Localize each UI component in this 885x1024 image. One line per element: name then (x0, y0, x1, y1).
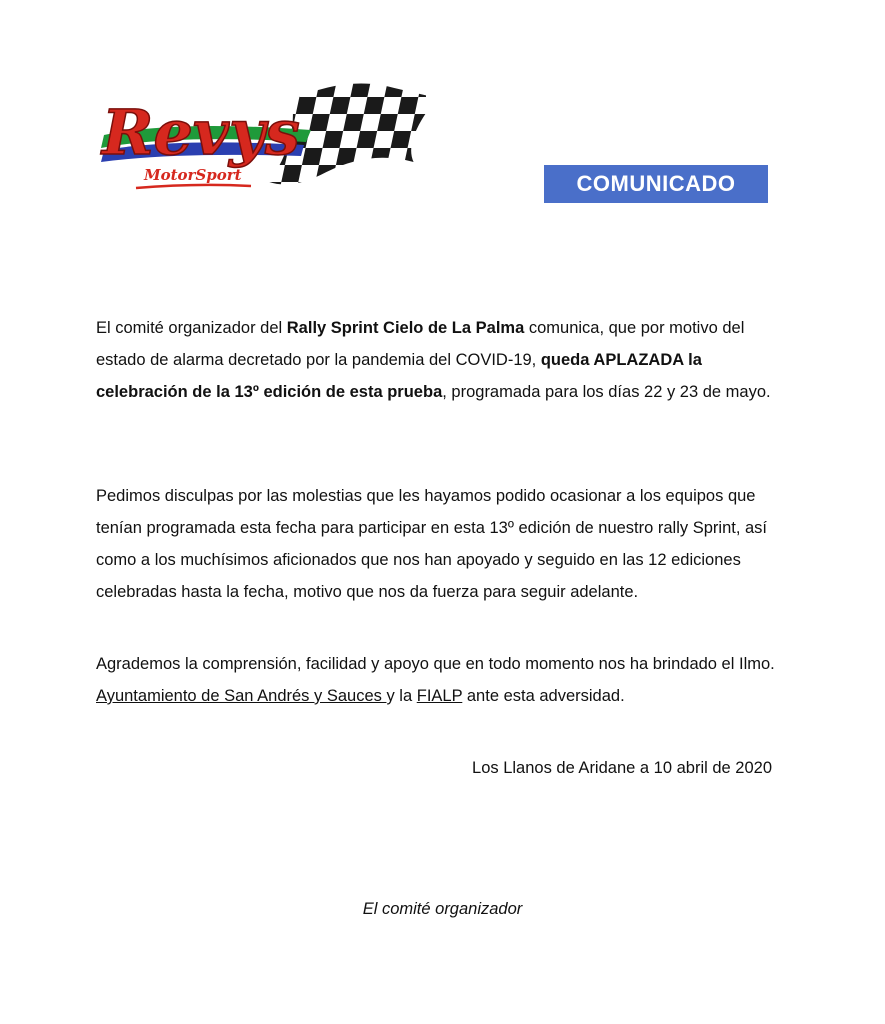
logo-underline (136, 185, 251, 188)
revys-motorsport-logo (96, 80, 426, 200)
event-name: Rally Sprint Cielo de La Palma (286, 319, 525, 337)
p3-text-2: y la (386, 687, 417, 705)
logo-sub-text: MotorSport (144, 166, 242, 184)
p1-text-2: comunica, que por motivo del estado de alarma decretado por la pandemia del COVID-19, (96, 319, 745, 369)
p3-text-1: Agrademos la comprensión, facilidad y apoyo que en todo momento nos ha brindado el Ilmo. (96, 655, 775, 673)
paragraph-thanks (96, 648, 776, 712)
date-line: Los Llanos de Aridane a 10 abril de 2020 (472, 759, 772, 777)
postponement-statement: queda APLAZADA la celebración de la 13º edición de esta prueba (96, 351, 702, 401)
p1-text-3: , programada para los días 22 y 23 de mayo. (442, 383, 771, 401)
logo-graphic (96, 80, 426, 200)
fialp-link[interactable]: FIALP (416, 687, 463, 705)
ayuntamiento-link[interactable]: Ayuntamiento de San Andrés y Sauces (96, 687, 387, 705)
p1-text-1: El comité organizador del (96, 319, 287, 337)
paragraph-announcement (96, 312, 776, 408)
comunicado-badge: COMUNICADO (544, 165, 768, 203)
paragraph-apology: Pedimos disculpas por las molestias que les hayamos podido ocasionar a los equipos que tenían programada esta fecha para participar en esta 13º edición de nuestro rally Sprint, así como a los muchísimos aficionados que nos han apoyado y seguido en las 12 ediciones celebradas hasta la fecha, motivo que nos da fuerza para seguir adelante. (96, 487, 768, 601)
p3-text-3: ante esta adversidad. (462, 687, 625, 705)
logo-brand-text: Revys (102, 96, 300, 169)
signature: El comité organizador (362, 900, 523, 918)
